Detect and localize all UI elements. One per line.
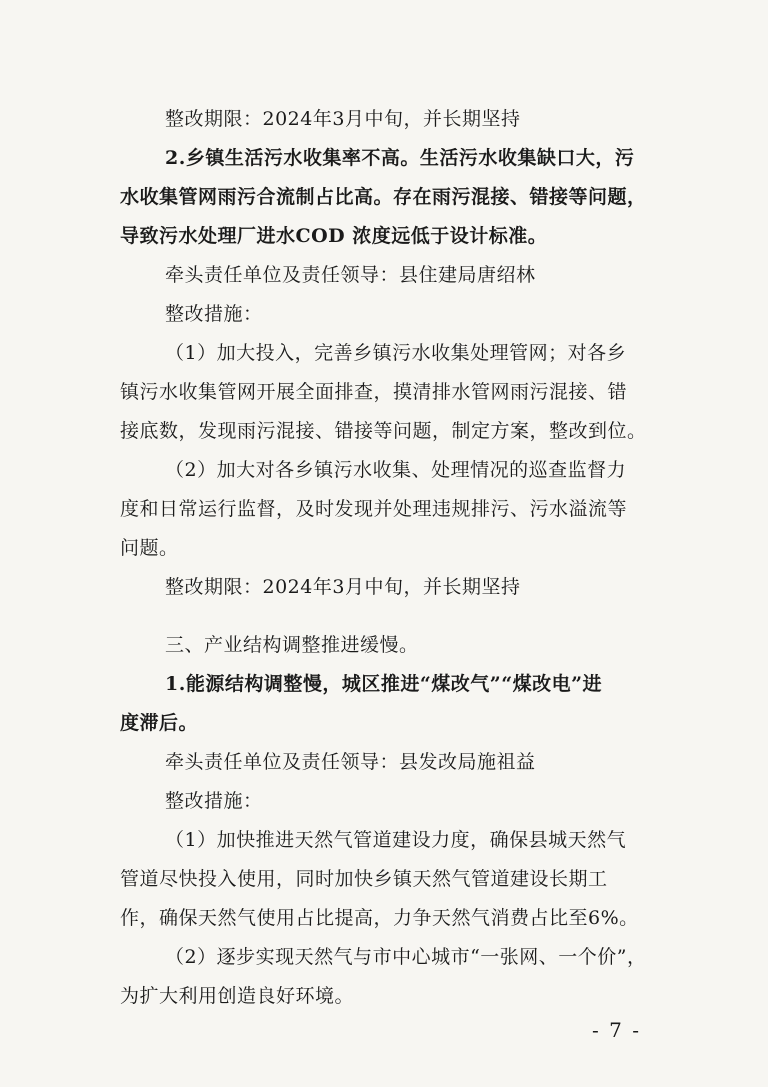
measure-4-line-2: 为扩大利用创造良好环境。 [120, 985, 355, 1007]
measure-1-line-2: 镇污水收集管网开展全面排查，摸清排水管网雨污混接、错 [120, 381, 628, 403]
issue-2-text-line-3: 导致污水处理厂进水COD 浓度远低于设计标准。 [120, 225, 548, 247]
measure-2-line-1: （2）加大对各乡镇污水收集、处理情况的巡查监督力 [165, 459, 627, 481]
issue-2-heading: 2.乡镇生活污水收集率不高。生活污水收集缺口大，污 [165, 147, 635, 169]
measure-1-line-1: （1）加大投入，完善乡镇污水收集处理管网；对各乡 [165, 342, 627, 364]
measure-1-line-3: 接底数，发现雨污混接、错接等问题，制定方案，整改到位。 [120, 420, 647, 442]
deadline-line-2: 整改期限：2024年3月中旬，并长期坚持 [165, 576, 521, 598]
page-number: - 7 - [592, 1018, 641, 1042]
measure-2-line-2: 度和日常运行监督，及时发现并处理违规排污、污水溢流等 [120, 498, 628, 520]
issue-1-text-line-2: 度滞后。 [120, 712, 199, 734]
measure-4-line-1: （2）逐步实现天然气与市中心城市“一张网、一个价”， [165, 946, 647, 968]
measures-label-1: 整改措施： [165, 303, 263, 325]
responsible-unit-line-2: 牵头责任单位及责任领导：县发改局施祖益 [165, 751, 536, 773]
measure-3-line-2: 管道尽快投入使用，同时加快乡镇天然气管道建设长期工 [120, 868, 608, 890]
measure-2-line-3: 问题。 [120, 537, 179, 559]
responsible-unit-line-1: 牵头责任单位及责任领导：县住建局唐绍林 [165, 264, 536, 286]
measure-3-line-1: （1）加快推进天然气管道建设力度，确保县城天然气 [165, 829, 627, 851]
section-3-heading: 三、产业结构调整推进缓慢。 [165, 634, 419, 656]
issue-2-text-line-2: 水收集管网雨污合流制占比高。存在雨污混接、错接等问题， [120, 186, 647, 208]
deadline-line-1: 整改期限：2024年3月中旬，并长期坚持 [165, 108, 521, 130]
measure-3-line-3: 作，确保天然气使用占比提高，力争天然气消费占比至6%。 [120, 907, 639, 929]
measures-label-2: 整改措施： [165, 790, 263, 812]
issue-1-heading: 1.能源结构调整慢，城区推进“煤改气”“煤改电”进 [165, 673, 603, 695]
